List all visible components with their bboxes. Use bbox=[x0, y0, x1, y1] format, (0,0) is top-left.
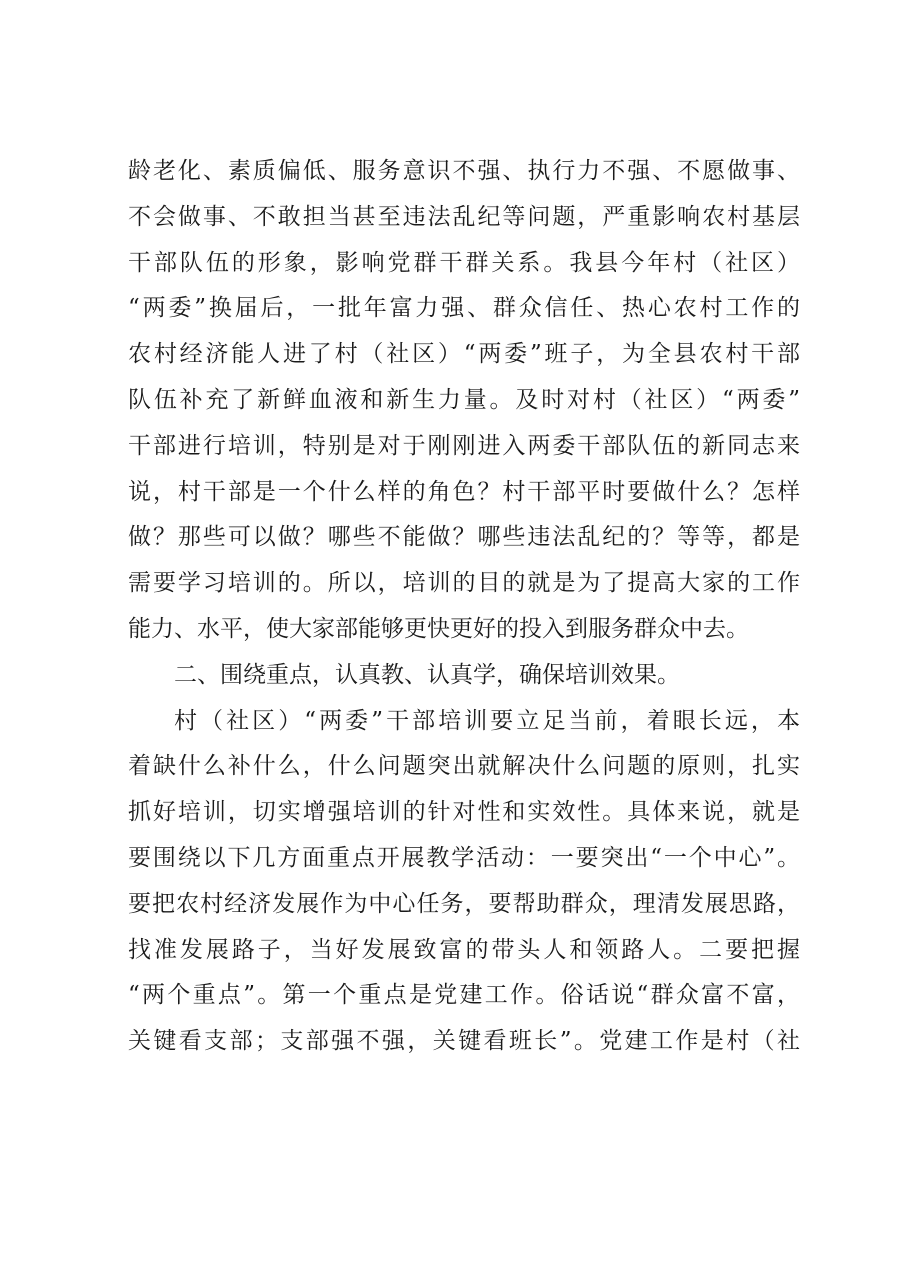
text-line: “两委”换届后，一批年富力强、群众信任、热心农村工作的 bbox=[128, 295, 800, 322]
text-line: 村（社区）“两委”干部培训要立足当前，着眼长远，本 bbox=[174, 707, 800, 734]
text-line: 说，村干部是一个什么样的角色？村干部平时要做什么？怎样 bbox=[128, 478, 800, 505]
text-line: 要把农村经济发展作为中心任务，要帮助群众，理清发展思路， bbox=[128, 890, 800, 917]
text-line: 龄老化、素质偏低、服务意识不强、执行力不强、不愿做事、 bbox=[128, 158, 800, 184]
text-line: 不会做事、不敢担当甚至违法乱纪等问题，严重影响农村基层 bbox=[128, 203, 800, 230]
heading-text: 二、围绕重点，认真教、认真学，确保培训效果。 bbox=[174, 661, 680, 688]
text-line: 农村经济能人进了村（社区）“两委”班子，为全县农村干部 bbox=[128, 341, 800, 368]
text-line: 关键看支部；支部强不强，关键看班长”。党建工作是村（社 bbox=[128, 1028, 800, 1055]
text-line: 干部进行培训，特别是对于刚刚进入两委干部队伍的新同志来 bbox=[128, 432, 800, 459]
text-line: 要围绕以下几方面重点开展教学活动：一要突出“一个中心”。 bbox=[128, 844, 800, 871]
paragraph-2 bbox=[128, 699, 800, 1065]
text-line: 能力、水平，使大家部能够更快更好的投入到服务群众中去。 bbox=[128, 615, 749, 642]
text-line: 抓好培训，切实增强培训的针对性和实效性。具体来说，就是 bbox=[128, 799, 800, 826]
text-line: 找准发展路子，当好发展致富的带头人和领路人。二要把握 bbox=[128, 936, 800, 963]
text-line: 需要学习培训的。所以，培训的目的就是为了提高大家的工作 bbox=[128, 570, 800, 597]
document-body bbox=[128, 149, 800, 1065]
section-heading-2 bbox=[128, 653, 800, 699]
paragraph-1 bbox=[128, 149, 800, 653]
text-line: 着缺什么补什么，什么问题突出就解决什么问题的原则，扎实 bbox=[128, 753, 800, 780]
text-line: 做？那些可以做？哪些不能做？哪些违法乱纪的？等等，都是 bbox=[128, 524, 800, 551]
text-line: 队伍补充了新鲜血液和新生力量。及时对村（社区）“两委” bbox=[128, 386, 800, 413]
text-line: 干部队伍的形象，影响党群干群关系。我县今年村（社区） bbox=[128, 249, 800, 276]
text-line: “两个重点”。第一个重点是党建工作。俗话说“群众富不富， bbox=[128, 982, 800, 1009]
